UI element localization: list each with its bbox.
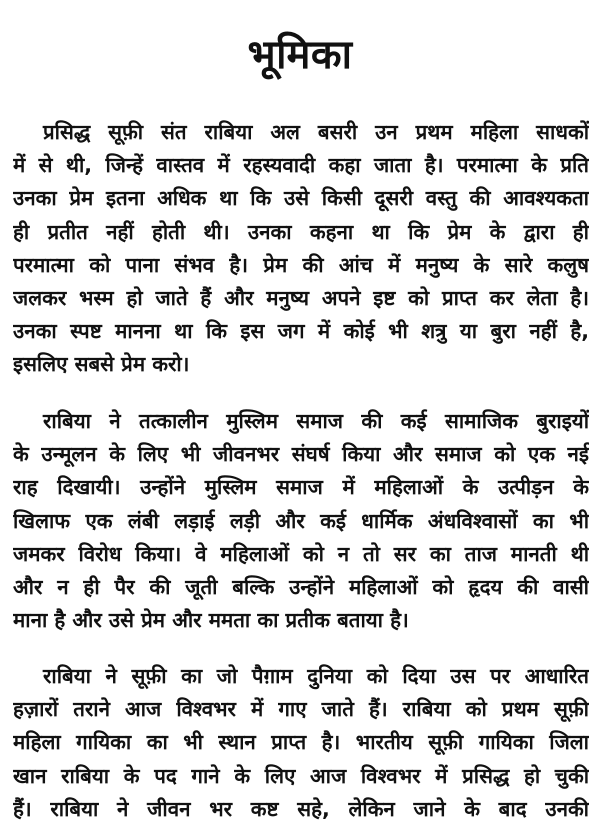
text-line: जलकर भस्म हो जाते हैं और मनुष्य अपने इष्ट को प्राप्त कर लेता है।	[13, 285, 589, 310]
text-line: उनका प्रेम इतना अधिक था कि उसे किसी दूसरी वस्तु की आवश्यकता	[13, 186, 589, 211]
text-line: खान राबिया के पद गाने के लिए आज विश्वभर में प्रसिद्ध हो चुकी	[13, 763, 589, 788]
text-line: परमात्मा को पाना संभव है। प्रेम की आंच में मनुष्य के सारे कलुष	[13, 252, 589, 277]
paragraph-2	[13, 405, 589, 637]
text-line: हैं। राबिया ने जीवन भर कष्ट सहे, लेकिन जाने के बाद उनकी	[13, 796, 589, 821]
text-line: खिलाफ एक लंबी लड़ाई लड़ी और कई धार्मिक अंधविश्वासों का भी	[13, 508, 589, 533]
text-line: राह दिखायी। उन्होंने मुस्लिम समाज में महिलाओं के उत्पीड़न के	[13, 475, 589, 500]
text-line: राबिया ने सूफ़ी का जो पैग़ाम दुनिया को दिया उस पर आधारित	[43, 664, 589, 688]
text-line: हज़ारों तराने आज विश्वभर में गाए जाते हैं। राबिया को प्रथम सूफ़ी	[13, 697, 589, 722]
text-line: में से थी, जिन्हें वास्तव में रहस्यवादी कहा जाता है। परमात्मा के प्रति	[13, 153, 589, 178]
text-line: उनका स्पष्ट मानना था कि इस जग में कोई भी शत्रु या बुरा नहीं है,	[13, 319, 589, 344]
paragraph-3	[13, 660, 589, 826]
text-line: राबिया ने तत्कालीन मुस्लिम समाज की कई सामाजिक बुराइयों	[43, 409, 589, 433]
text-line: और न ही पैर की जूती बल्कि उन्होंने महिलाओं को हृदय की वासी	[13, 574, 589, 599]
text-line: प्रसिद्ध सूफ़ी संत राबिया अल बसरी उन प्रथम महिला साधकों	[43, 120, 589, 144]
page-title: भूमिका	[247, 31, 353, 78]
text-line: ही प्रतीत नहीं होती थी। उनका कहना था कि प्रेम के द्वारा ही	[13, 219, 589, 244]
text-line: माना है और उसे प्रेम और ममता का प्रतीक बताया है।	[13, 608, 409, 633]
paragraph-1	[13, 116, 589, 382]
text-line: के उन्मूलन के लिए भी जीवनभर संघर्ष किया और समाज को एक नई	[13, 442, 589, 467]
text-line: महिला गायिका का भी स्थान प्राप्त है। भारतीय सूफ़ी गायिका जिला	[13, 730, 589, 755]
text-line: इसलिए सबसे प्रेम करो।	[13, 352, 190, 377]
text-line: जमकर विरोध किया। वे महिलाओं को न तो सर का ताज मानती थी	[13, 541, 589, 566]
